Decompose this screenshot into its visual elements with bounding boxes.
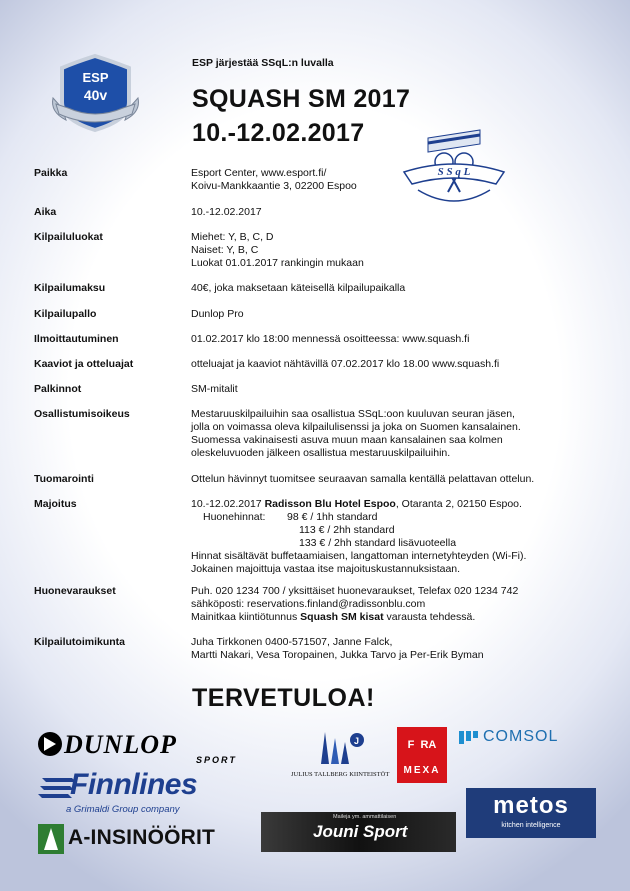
value-line: Jokainen majoittuja vastaa itse majoituskustannuksistaan. (191, 563, 461, 575)
row-value (191, 167, 601, 193)
value-line: 10.-12.02.2017 (191, 206, 262, 218)
row-value (191, 333, 601, 346)
row-label: Aika (34, 206, 57, 218)
row-label: Kilpailuluokat (34, 231, 103, 243)
row-label: Kilpailumaksu (34, 282, 106, 294)
price-2: 113 € / 2hh standard (299, 524, 395, 536)
booking-code-pre: Mainitkaa kiintiötunnus (191, 611, 301, 623)
value-line: Naiset: Y, B, C (191, 244, 259, 256)
row-label: Majoitus (34, 498, 77, 510)
dunlop-sport: SPORT (196, 755, 237, 765)
tallberg-text: JULIUS TALLBERG KIINTEISTÖT (291, 771, 390, 778)
row-value (191, 358, 601, 371)
value-line: oleskeluvuoden jälkeen osallistua mestaruuskilpailuihin. (191, 447, 451, 459)
value-line: Martti Nakari, Vesa Toropainen, Jukka Tarvo ja Per-Erik Byman (191, 649, 484, 661)
finnlines-wordmark: Finnlines (70, 768, 198, 801)
value-line: Mestaruuskilpailuihin saa osallistua SSqL:oon kuuluvan seuran jäsen, (191, 408, 515, 420)
price-line (191, 511, 601, 524)
value-line: Esport Center, www.esport.fi/ (191, 167, 327, 179)
comsol-logo (459, 728, 599, 748)
value-line: Puh. 020 1234 700 / yksittäiset huonevaraukset, Telefax 020 1234 742 (191, 585, 519, 597)
row-label: Kilpailutoimikunta (34, 636, 126, 648)
svg-text:J: J (354, 736, 360, 746)
value-line: SM-mitalit (191, 383, 238, 395)
value-line (191, 611, 601, 624)
event-dates: 10.-12.02.2017 (192, 119, 365, 147)
ssql-logo-text: S S q L (437, 166, 471, 178)
organizer-subtitle: ESP järjestää SSqL:n luvalla (192, 57, 334, 69)
hotel-dates: 10.-12.02.2017 (191, 498, 262, 510)
row-label: Kaaviot ja otteluajat (34, 358, 134, 370)
tallberg-logo (291, 728, 397, 784)
booking-code-post: varausta tehdessä. (383, 611, 476, 623)
row-value (191, 308, 601, 321)
row-value (191, 282, 601, 295)
a-insinoorit-wordmark: A-INSINÖÖRIT (68, 826, 216, 849)
hotel-address: , Otaranta 2, 02150 Espoo. (395, 498, 522, 510)
jouni-sport-top: Maileja ym. ammattilaisen (333, 814, 397, 820)
esp-logo-years: 40v (83, 87, 108, 103)
value-line: Luokat 01.01.2017 rankingin mukaan (191, 257, 364, 269)
price-1: 98 € / 1hh standard (287, 511, 378, 523)
metos-tagline: kitchen intelligence (501, 822, 561, 829)
welcome-heading: TERVETULOA! (192, 684, 375, 712)
email-line: sähköposti: reservations.finland@radissonblu.com (191, 598, 426, 610)
row-value (191, 473, 601, 486)
row-label: Osallistumisoikeus (34, 408, 130, 420)
row-value (191, 408, 601, 460)
booking-code: Squash SM kisat (300, 611, 384, 623)
row-value (191, 585, 601, 624)
jouni-sport-logo (261, 812, 456, 852)
value-line: 01.02.2017 klo 18:00 mennessä osoitteessa: www.squash.fi (191, 333, 470, 345)
value-line: Suomessa vakinaisesti asuva muun maan kansalainen saa kolmen (191, 434, 503, 446)
value-line: Ottelun hävinnyt tuomitsee seuraavan samalla kentällä pelattavan ottelun. (191, 473, 535, 485)
dunlop-wordmark: DUNLOP (64, 730, 177, 759)
dunlop-logo (36, 728, 244, 766)
prices-label: Huonehinnat: (203, 511, 266, 523)
esp-logo-text: ESP (82, 70, 109, 85)
value-line: 40€, joka maksetaan käteisellä kilpailupaikalla (191, 282, 406, 294)
comsol-wordmark: COMSOL (483, 728, 559, 745)
value-line: Hinnat sisältävät buffetaamiaisen, langattoman internetyhteyden (Wi-Fi). (191, 550, 527, 562)
row-value (191, 383, 601, 396)
row-value (191, 636, 601, 662)
value-line: otteluajat ja kaaviot nähtävillä 07.02.2017 klo 18.00 www.squash.fi (191, 358, 500, 370)
framexa-logo (397, 727, 447, 783)
value-line: Koivu-Mankkaantie 3, 02200 Espoo (191, 180, 357, 192)
framexa-line1: F RA (407, 739, 437, 751)
value-line: Juha Tirkkonen 0400-571507, Janne Falck, (191, 636, 393, 648)
row-label: Ilmoittautuminen (34, 333, 119, 345)
row-label: Kilpailupallo (34, 308, 97, 320)
row-label: Huonevaraukset (34, 585, 116, 597)
jouni-sport-wordmark: Jouni Sport (313, 822, 408, 841)
row-value (191, 231, 601, 270)
metos-logo (466, 788, 596, 838)
finnlines-logo (36, 770, 246, 820)
row-label: Paikka (34, 167, 68, 179)
value-line: jolla on voimassa oleva kilpailulisenssi ja joka on Suomen kansalainen. (191, 421, 521, 433)
value-line: Miehet: Y, B, C, D (191, 231, 274, 243)
row-label: Palkinnot (34, 383, 82, 395)
value-line: Dunlop Pro (191, 308, 244, 320)
finnlines-tagline: a Grimaldi Group company (66, 804, 180, 815)
event-title: SQUASH SM 2017 (192, 85, 411, 113)
row-value (191, 498, 601, 576)
value-line (191, 498, 601, 511)
a-insinoorit-logo (36, 822, 251, 856)
hotel-name: Radisson Blu Hotel Espoo (264, 498, 396, 510)
framexa-line2: MEXA (403, 765, 441, 776)
metos-wordmark: metos (493, 792, 569, 819)
esp-40v-logo (48, 50, 143, 135)
row-value (191, 206, 601, 219)
row-label: Tuomarointi (34, 473, 94, 485)
price-3: 133 € / 2hh standard lisävuoteella (299, 537, 457, 549)
